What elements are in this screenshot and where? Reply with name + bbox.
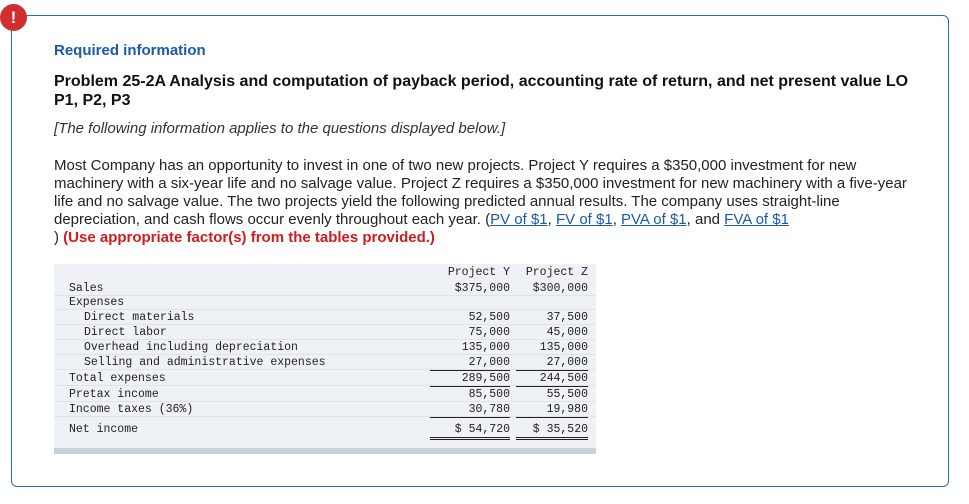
fv-link[interactable]: FV of $1 (555, 211, 613, 228)
table-row: Total expenses 289,500 244,500 (54, 372, 596, 386)
pva-link[interactable]: PVA of $1 (621, 211, 687, 228)
problem-description (54, 157, 914, 247)
required-info-heading: Required information (54, 42, 206, 59)
income-table (54, 264, 596, 454)
table-row: Direct labor 75,000 45,000 (54, 326, 596, 340)
pv-link[interactable]: PV of $1 (490, 211, 548, 228)
table-row: Overhead including depreciation 135,000 135,000 (54, 341, 596, 355)
table-row: Selling and administrative expenses 27,000 27,000 (54, 356, 596, 370)
info-note: [The following information applies to the questions displayed below.] (54, 120, 506, 137)
problem-title: Problem 25-2A Analysis and computation of payback period, accounting rate of return, and net present value LO P1, P2, P3 (54, 73, 909, 109)
table-row: Expenses (54, 296, 596, 310)
factor-warning: (Use appropriate factor(s) from the tables provided.) (63, 229, 435, 246)
table-row: Direct materials 52,500 37,500 (54, 311, 596, 325)
table-row: Sales $375,000 $300,000 (54, 282, 596, 296)
table-header-row (54, 266, 596, 280)
table-scrollbar[interactable] (54, 448, 596, 454)
header-project-z: Project Z (525, 266, 588, 279)
description-text: Most Company has an opportunity to invest in one of two new projects. Project Y requires a $350,000 investment for new machinery with a six-year life and no salvage value. Project Z requires a $350,000 investment for new machinery with a five-year life and no salvage value. The two projects yield the following predicted annual results. The company uses straight-line depreciation, and cash flows occur evenly throughout each year. ( (54, 157, 907, 228)
alert-icon: ! (0, 4, 27, 31)
table-row: Income taxes (36%) 30,780 19,980 (54, 403, 596, 417)
table-row: Net income $ 54,720 $ 35,520 (54, 423, 596, 437)
close-paren: ) (54, 229, 59, 246)
separator: , (547, 211, 556, 228)
separator: , and (686, 211, 725, 228)
fva-link[interactable]: FVA of $1 (724, 211, 789, 228)
table-row: Pretax income 85,500 55,500 (54, 388, 596, 402)
header-project-y: Project Y (447, 266, 510, 279)
separator: , (612, 211, 622, 228)
